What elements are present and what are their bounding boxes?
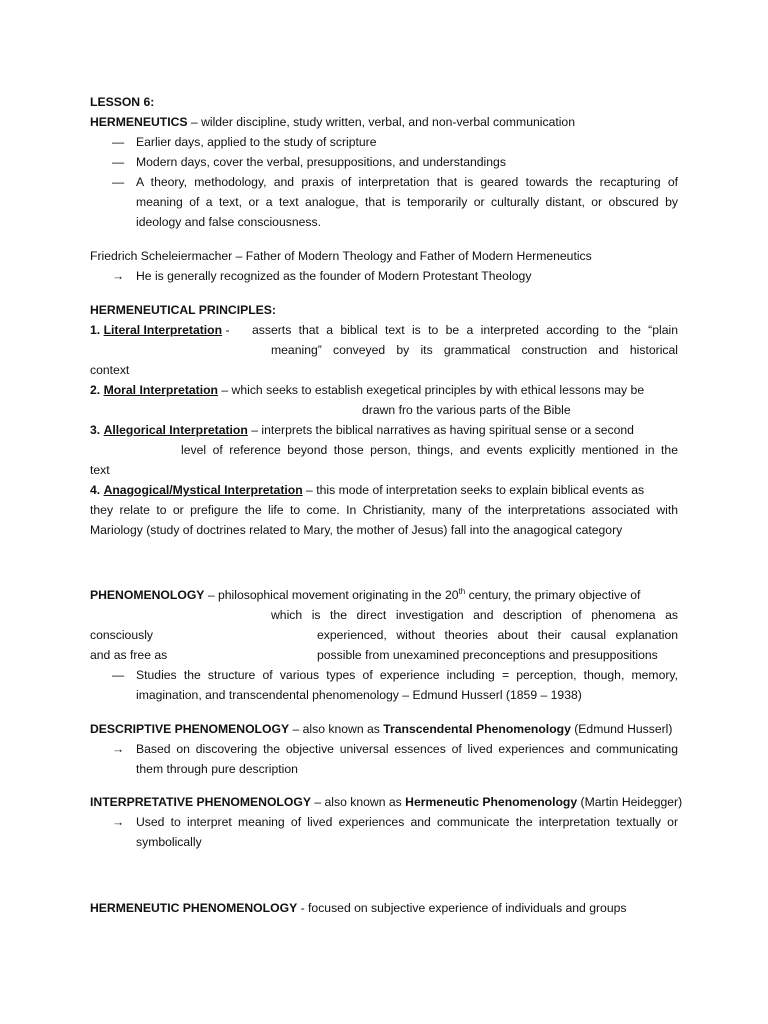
principle-4: 4. Anagogical/Mystical Interpretation – this mode of interpretation seeks to explain biblical events as xyxy=(90,483,645,497)
arrow-bullet-icon: → xyxy=(112,269,125,283)
list-item-continuation: them through pure description xyxy=(136,762,298,776)
hermeneutics-definition: HERMENEUTICS – wilder discipline, study written, verbal, and non-verbal communication xyxy=(90,115,575,129)
dash-bullet-icon: — xyxy=(112,175,125,189)
schleiermacher-section: Friedrich Scheleiermacher – Father of Modern Theology and Father of Modern Hermeneutics → He is generally recognized as the founder of Modern Protestant Theology xyxy=(90,246,678,286)
dash-bullet-icon: — xyxy=(112,155,125,169)
principles-section: HERMENEUTICAL PRINCIPLES: 1. Literal Interpretation - asserts that a biblical text is to be a interpreted according to the “plain meaning” conveyed by its grammatical construction and historical context 2. Moral Interpretation – which seeks to establish exegetical principles by with ethical lessons may be drawn fro the various parts of the Bible 3. Allegorical Interpretation – interprets the biblical narratives as having spiritual sense or a second level of reference beyond those person, things, and events explicitly mentioned in the text 4. Anagogical/Mystical Interpretation – this mode of interpretation seeks to explain biblical events as they relate to or prefigure the life to come. In Christianity, many of the interpretations associated with Mariology (study of doctrines related to Mary, the mother of Jesus) fall into the anagogical category xyxy=(90,300,678,540)
lesson-heading: LESSON 6: xyxy=(90,95,155,109)
list-item: → Based on discovering the objective universal essences of lived experiences and communicating xyxy=(90,739,678,759)
list-item: — A theory, methodology, and praxis of interpretation that is geared towards the recapturing of xyxy=(90,172,678,192)
arrow-bullet-icon: → xyxy=(112,815,125,829)
descriptive-phenomenology-section: DESCRIPTIVE PHENOMENOLOGY – also known as Transcendental Phenomenology (Edmund Husserl) → Based on discovering the objective universal essences of lived experiences and communicating them through pure description xyxy=(90,719,678,779)
list-item: → He is generally recognized as the founder of Modern Protestant Theology xyxy=(90,266,678,286)
interpretative-phenomenology-section: INTERPRETATIVE PHENOMENOLOGY – also known as Hermeneutic Phenomenology (Martin Heidegger) → Used to interpret meaning of lived experiences and communicate the interpretation textually or symbolically xyxy=(90,792,678,852)
dash-bullet-icon: — xyxy=(112,668,125,682)
arrow-bullet-icon: → xyxy=(112,742,125,756)
principle-1: 1. Literal Interpretation - asserts that a biblical text is to be a interpreted according to the “plain xyxy=(90,323,678,337)
dash-bullet-icon: — xyxy=(112,135,125,149)
list-item: — Earlier days, applied to the study of scripture xyxy=(90,132,678,152)
phenomenology-definition: PHENOMENOLOGY – philosophical movement originating in the 20th century, the primary objective of xyxy=(90,586,641,602)
list-item: → Used to interpret meaning of lived experiences and communicate the interpretation textually or xyxy=(90,812,678,832)
hermeneutics-section xyxy=(90,112,678,232)
phenomenology-section: PHENOMENOLOGY – philosophical movement originating in the 20th century, the primary objective of which is the direct investigation and description of phenomena as consciously experienced, without theories about their causal explanation and as free as possible from unexamined preconceptions and presuppositions — Studies the structure of various types of experience including = perception, though, memory, imagination, and transcendental phenomenology – Edmund Husserl (1859 – 1938) xyxy=(90,585,678,705)
hermeneutic-phenomenology-section: HERMENEUTIC PHENOMENOLOGY - focused on subjective experience of individuals and groups xyxy=(90,901,627,915)
list-item: — Studies the structure of various types of experience including = perception, though, memory, xyxy=(90,665,678,685)
list-item-continuation: imagination, and transcendental phenomenology – Edmund Husserl (1859 – 1938) xyxy=(136,688,582,702)
principle-2: 2. Moral Interpretation – which seeks to establish exegetical principles by with ethical lessons may be xyxy=(90,383,645,397)
principle-3: 3. Allegorical Interpretation – interprets the biblical narratives as having spiritual sense or a second xyxy=(90,423,634,437)
list-item-continuation: meaning of a text, or a text analogue, that is temporarily or culturally distant, or obscured by xyxy=(136,195,678,209)
principles-heading: HERMENEUTICAL PRINCIPLES: xyxy=(90,303,276,317)
list-item: — Modern days, cover the verbal, presuppositions, and understandings xyxy=(90,152,678,172)
list-item-continuation: symbolically xyxy=(136,835,202,849)
list-item-continuation: ideology and false consciousness. xyxy=(136,215,321,229)
